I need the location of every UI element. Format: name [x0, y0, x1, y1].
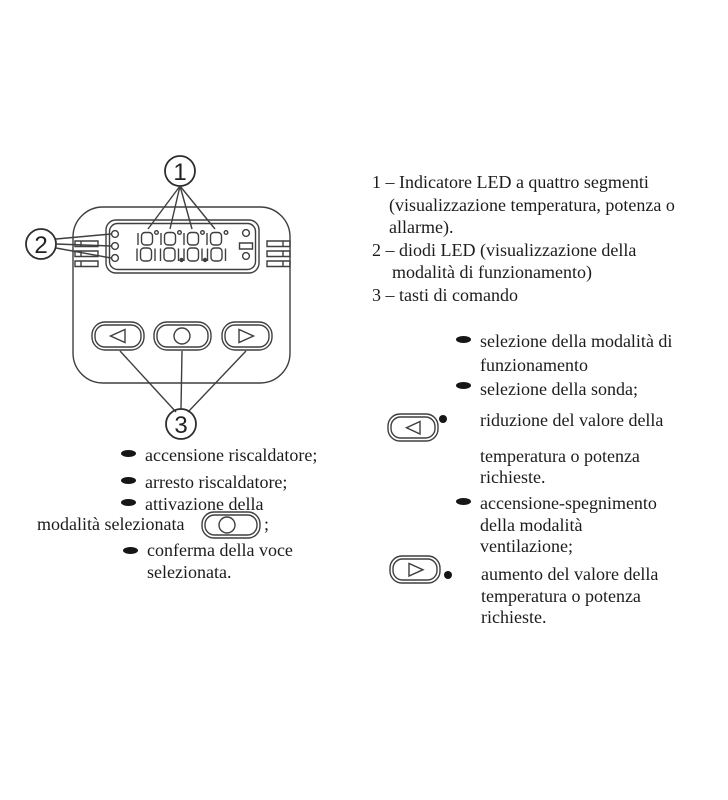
legend-item-1-cont: allarme). — [389, 217, 454, 237]
legend-item-2-cont: modalità di funzionamento) — [392, 262, 592, 282]
center-note-3-punct: ; — [264, 514, 270, 534]
right-triangle-icon — [239, 330, 254, 343]
minus-button-note — [480, 409, 663, 432]
bullet-text: selezione della modalità di — [480, 331, 673, 351]
center-note-3-cont: modalità selezionata — [37, 514, 185, 534]
bullet-text: richieste. — [481, 607, 547, 627]
callout-3-badge — [166, 409, 196, 439]
display-panel — [106, 220, 259, 273]
bullet-text: accensione-spegnimento — [480, 493, 657, 513]
vent-grille-right — [267, 241, 290, 267]
bullet-text: riduzione del valore della — [480, 410, 664, 430]
bullet-marker — [456, 498, 471, 505]
bullet-text: temperatura o potenza — [481, 585, 641, 606]
bullet-marker — [121, 450, 136, 457]
mode-selection-bullets — [480, 329, 672, 401]
legend-item-1-cont: (visualizzazione temperatura, potenza o — [389, 194, 675, 215]
callout-1-label: 1 — [173, 159, 187, 186]
bullet-marker — [121, 499, 136, 506]
status-indicators — [240, 230, 253, 260]
callout-2-label: 2 — [34, 232, 48, 259]
bullet-text: conferma della voce — [147, 540, 293, 560]
center-note-1: accensione riscaldatore; — [145, 445, 318, 465]
inline-left-arrow-button-icon — [388, 414, 438, 441]
device-right-arrow-button — [222, 322, 272, 350]
legend-list — [372, 171, 675, 306]
bullet-marker — [444, 571, 452, 579]
mode-leds — [112, 231, 119, 262]
ventilation-bullet — [480, 493, 657, 558]
bullet-text: richieste. — [480, 466, 546, 487]
bullet-marker — [456, 336, 471, 343]
minus-button-note-cont — [480, 446, 640, 487]
bullet-marker — [439, 415, 447, 423]
plus-button-note — [481, 564, 658, 629]
bullet-text: della modalità — [480, 514, 583, 535]
bullet-marker — [121, 477, 136, 484]
callout-1-badge — [165, 156, 195, 186]
callout-3-label: 3 — [174, 412, 188, 439]
bullet-text: selezione della sonda; — [480, 379, 638, 399]
legend-item-3: 3 – tasti di comando — [372, 284, 518, 305]
center-note-4 — [147, 539, 293, 583]
inline-center-button-icon — [202, 512, 260, 538]
callout-2-badge — [26, 229, 56, 259]
bullet-text: ventilazione; — [480, 536, 573, 556]
bullet-marker — [123, 547, 138, 554]
bullet-text: selezionata. — [147, 562, 232, 582]
device-left-arrow-button — [92, 322, 144, 350]
bullet-text: funzionamento — [480, 355, 588, 375]
device-center-button — [154, 322, 211, 350]
bullet-text: aumento del valore della — [481, 564, 659, 584]
led-digits-bottom-row — [137, 248, 226, 262]
led-digits-top-row — [138, 231, 228, 245]
left-triangle-icon — [111, 330, 126, 343]
bullet-marker — [456, 382, 471, 389]
bullet-text: temperatura o potenza — [480, 446, 640, 466]
circle-icon — [174, 328, 190, 344]
callout-3-leader-lines — [120, 351, 246, 412]
center-note-2: arresto riscaldatore; — [145, 472, 288, 492]
center-note-3: attivazione della — [145, 494, 264, 514]
legend-item-2: 2 – diodi LED (visualizzazione della — [372, 239, 637, 260]
inline-right-arrow-button-icon — [390, 556, 440, 583]
legend-item-1: 1 – Indicatore LED a quattro segmenti — [372, 172, 649, 192]
